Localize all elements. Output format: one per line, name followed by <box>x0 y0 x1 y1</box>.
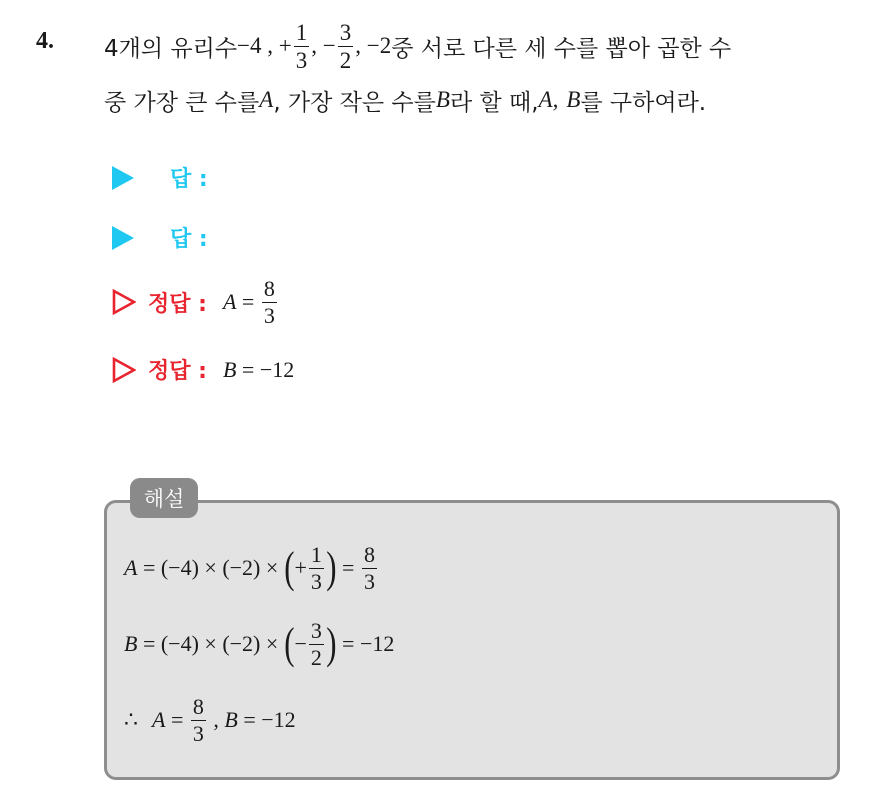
numerator: 8 <box>363 541 375 567</box>
variable-b: B <box>224 707 238 732</box>
denominator: 3 <box>310 568 322 594</box>
right-paren: ) <box>326 543 337 592</box>
denominator: 3 <box>263 302 275 328</box>
fraction-three-halves <box>309 617 324 670</box>
equals-sign: = <box>165 707 189 732</box>
numerator: 3 <box>310 617 322 643</box>
numerator: 1 <box>295 19 308 45</box>
correct-answer-row-b <box>112 354 294 385</box>
fraction-one-third <box>294 21 310 72</box>
fraction-three-halves <box>338 21 354 72</box>
solution-badge: 해설 <box>130 478 198 518</box>
math-text: , −2 <box>355 33 392 58</box>
answer-label: 답 : <box>170 167 208 192</box>
variable-a: A <box>259 87 274 112</box>
numerator: 1 <box>310 541 322 567</box>
answer-row-1[interactable] <box>112 162 208 193</box>
solution-line-3 <box>124 688 296 752</box>
question-text: 라 할 때, <box>449 89 539 116</box>
solution-line-1 <box>124 536 379 600</box>
numerator: 8 <box>263 275 275 301</box>
play-triangle-icon <box>112 166 134 190</box>
left-paren: ( <box>283 619 295 668</box>
question-text: 4개의 유리수 <box>104 35 238 62</box>
outline-triangle-icon <box>112 289 136 315</box>
variable-a: A <box>124 555 138 580</box>
question-text: 를 구하여라. <box>580 89 707 116</box>
equals-sign: = <box>336 555 360 580</box>
equals-sign: = <box>236 289 260 314</box>
variable-b: B <box>435 87 450 112</box>
question-line-1 <box>104 18 731 74</box>
sign: − <box>294 631 307 656</box>
variable-b: B <box>566 87 581 112</box>
denominator: 3 <box>295 47 308 73</box>
math-text: , − <box>311 33 336 58</box>
sign: + <box>294 555 307 580</box>
correct-answer-label: 정답 : <box>148 359 207 384</box>
denominator: 3 <box>363 568 375 594</box>
equation-value: = −12 <box>237 707 296 732</box>
question-text: 중 서로 다른 세 수를 뽑아 곱한 수 <box>391 35 732 62</box>
variable-a: A <box>152 707 166 732</box>
variable-a: A <box>222 289 237 314</box>
question-text: , 가장 작은 수를 <box>273 89 436 116</box>
variable-a: A, <box>538 87 559 112</box>
denominator: 3 <box>192 720 204 746</box>
question-line-2 <box>104 82 706 118</box>
fraction-one-third <box>309 541 324 594</box>
correct-answer-row-a <box>112 272 279 332</box>
separator: , <box>207 707 225 732</box>
denominator: 2 <box>339 47 352 73</box>
solution-line-2 <box>124 612 394 676</box>
expression: = (−4) × (−2) × <box>137 631 284 656</box>
numerator: 8 <box>192 693 204 719</box>
fraction-eight-thirds <box>362 541 377 594</box>
equation-value: = −12 <box>236 356 295 382</box>
right-paren: ) <box>326 619 337 668</box>
play-triangle-icon <box>112 226 134 250</box>
correct-answer-label: 정답 : <box>148 291 207 317</box>
fraction-eight-thirds <box>191 693 206 746</box>
variable-b: B <box>124 631 138 656</box>
left-paren: ( <box>283 543 295 592</box>
question-text: 중 가장 큰 수를 <box>104 89 260 116</box>
therefore-symbol: ∴ <box>124 707 138 732</box>
answer-label: 답 : <box>170 227 208 252</box>
expression: = (−4) × (−2) × <box>137 555 284 580</box>
fraction-eight-thirds <box>262 275 277 328</box>
outline-triangle-icon <box>112 357 136 383</box>
math-text: −4 , + <box>237 33 292 58</box>
equation-value: = −12 <box>336 631 395 656</box>
denominator: 2 <box>310 644 322 670</box>
numerator: 3 <box>339 19 352 45</box>
answer-row-2[interactable] <box>112 222 208 253</box>
problem-number: 4. <box>36 28 54 54</box>
variable-b: B <box>222 356 237 382</box>
